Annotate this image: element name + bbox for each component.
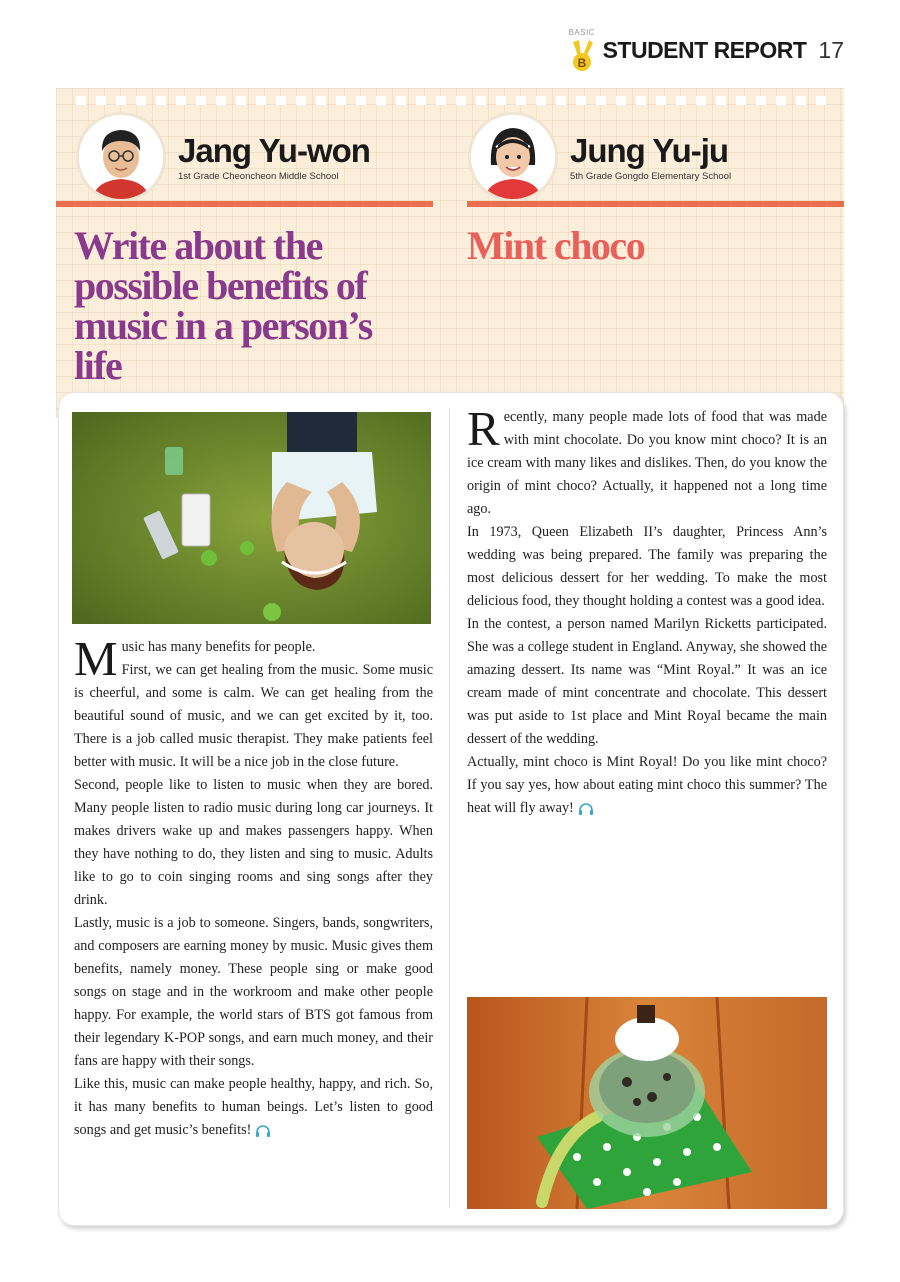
topic-title-right: Mint choco — [467, 223, 645, 268]
article-paragraph: Actually, mint choco is Mint Royal! Do you like mint choco? If you say yes, how about eating mint choco this summer? The heat will fly away! — [467, 754, 827, 816]
student-profile-left — [76, 112, 370, 202]
victory-hand-icon — [567, 36, 597, 72]
avatar-jung-yu-ju — [468, 112, 558, 202]
headphone-icon — [255, 1124, 271, 1138]
mint-ice-cream-image — [467, 997, 827, 1209]
drop-cap: R — [467, 401, 500, 456]
girl-on-grass-image — [72, 412, 431, 624]
notebook-holes — [76, 96, 826, 105]
article-paragraph: In the contest, a person named Marilyn Ricketts participated. She was a college student in England. Anyway, she showed the amazing dessert. Its name was “Mint Royal.” It was an ice cream made of mint concentrate and chocolate. This dessert was put aside to 1st place and Mint Royal became the main dessert of the wedding. — [467, 616, 827, 747]
music-article — [74, 631, 433, 1142]
girl-portrait-icon — [471, 115, 555, 199]
logo-badge: BASIC — [568, 28, 596, 37]
student-name: Jang Yu-won — [178, 131, 370, 169]
article-paragraph: Like this, music can make people healthy, happy, and rich. So, it has many benefits to human beings. Let’s listen to good songs and get music’s benefits! — [74, 1076, 433, 1138]
article-paragraph: First, we can get healing from the music. Some music is cheerful, and some is calm. We can get healing from the beautiful sound of music, and we can get excited by it, too. There is a job called music therapist. They make patients feel better with music. It will be a nice job in the close future. — [74, 662, 433, 770]
article-paragraph: In 1973, Queen Elizabeth II’s daughter, Princess Ann’s wedding was being prepared. The family was preparing the most delicious dessert for her wedding. To make the most delicious food, they thought holding a contest was a good idea. — [467, 524, 827, 609]
drop-cap: M — [74, 631, 118, 686]
music-photo — [72, 412, 431, 624]
basic-logo — [567, 28, 597, 72]
topic-title-left: Write about the possible benefits of music in a person’s life — [74, 223, 372, 388]
article-paragraph: Lastly, music is a job to someone. Singers, bands, songwriters, and composers are earning money by music. Music gives them benefits, namely money. These people sing or make good songs on stage and in the workroom and make other people happy. For example, the world stars of BTS got famous from their legendary K-POP songs, and earn much money, and their fans are happy with their songs. — [74, 915, 433, 1069]
article-paragraph: Recently, many people made lots of food that was made with mint chocolate. Do you know mint choco? It is an ice cream with many likes and dislikes. Then, do you know the origin of mint choco? Actually, it happened not a long time ago. — [467, 401, 827, 517]
page-header — [567, 28, 844, 72]
headphone-icon — [578, 802, 594, 816]
student-profile-right — [468, 112, 731, 202]
avatar-jang-yu-won — [76, 112, 166, 202]
report-title: STUDENT REPORT — [602, 36, 807, 63]
page-number: 17 — [818, 36, 844, 63]
student-school: 5th Grade Gongdo Elementary School — [570, 170, 732, 182]
article-paragraph: Music has many benefits for people. — [74, 631, 316, 686]
mint-choco-photo — [467, 997, 827, 1209]
mint-article — [467, 401, 827, 820]
accent-rule-right — [467, 201, 844, 207]
article-paragraph: Second, people like to listen to music when they are bored. Many people listen to radio music during long car journeys. It makes drivers wake up and makes passengers happy. When they have nothing to do, they listen and sing to music. Adults like to go to coin singing rooms and sing songs after they drink. — [74, 777, 433, 908]
logo-letter: B — [577, 56, 586, 70]
boy-portrait-icon — [79, 115, 163, 199]
student-school: 1st Grade Cheoncheon Middle School — [178, 170, 339, 182]
student-name: Jung Yu-ju — [570, 131, 729, 169]
column-divider — [449, 408, 450, 1208]
accent-rule-left — [56, 201, 433, 207]
